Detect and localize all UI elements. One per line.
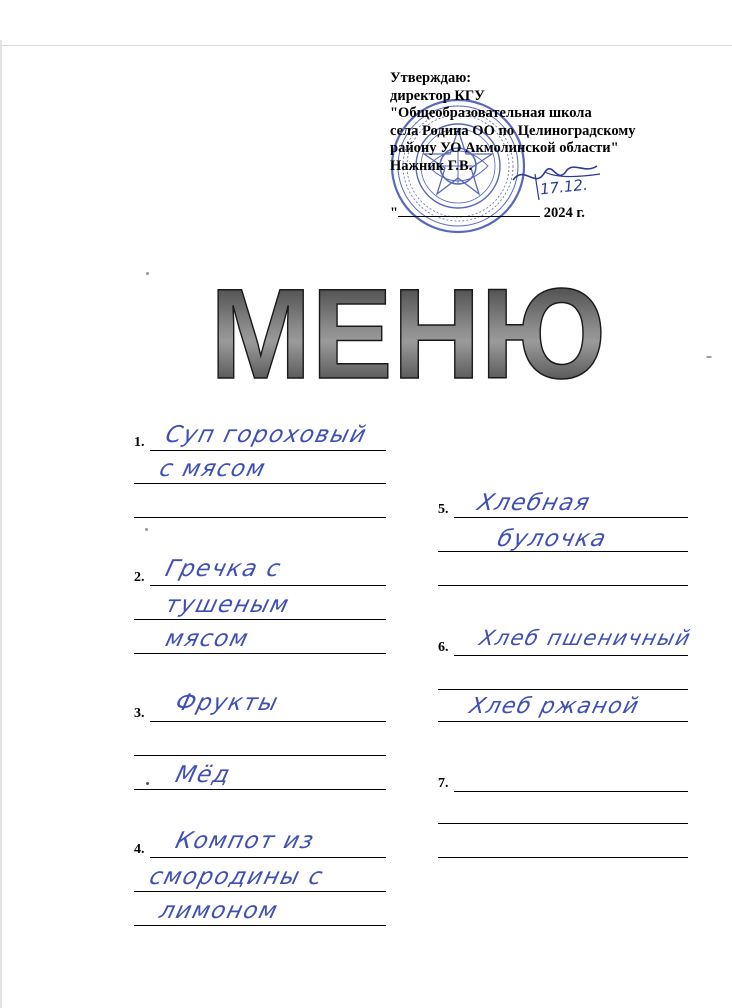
item-text: Гречка с (162, 556, 285, 582)
approval-heading: Утверждаю: (390, 70, 472, 86)
approval-position: директор КГУ (390, 87, 485, 104)
item-line (150, 857, 386, 858)
approval-director-name: Нажник Г.В. (390, 157, 473, 174)
item-line (134, 619, 386, 620)
item-line (438, 585, 688, 586)
item-text: булочка (494, 526, 610, 552)
item-line (150, 585, 386, 586)
menu-title (208, 278, 608, 388)
scan-speck (145, 528, 148, 531)
approval-org-line1: "Общеобразовательная школа (390, 105, 592, 122)
date-prefix: " (390, 205, 399, 221)
scan-speck (706, 356, 712, 358)
approval-date (390, 204, 585, 222)
approval-org-line3: району УО Акмолинской области" (390, 140, 619, 157)
item-text: Мёд (172, 762, 234, 788)
item-number-5: 5. (438, 502, 449, 517)
item-line (438, 857, 688, 858)
scan-speck (146, 272, 149, 275)
scan-speck (146, 782, 149, 785)
item-number-4: 4. (134, 842, 145, 857)
menu-title-text: МЕНЮ (210, 278, 606, 388)
item-line (134, 517, 386, 518)
item-number-6: 6. (438, 640, 449, 655)
item-line (134, 891, 386, 892)
item-number-7: 7. (438, 776, 449, 791)
item-text: Хлеб ржаной (466, 694, 643, 719)
item-text: Фрукты (172, 690, 282, 716)
approval-org-line2: села Родина ОО по Целиноградскому (390, 122, 636, 139)
item-line (438, 721, 688, 722)
item-line (438, 823, 688, 824)
item-text: тушеным (162, 592, 293, 618)
item-line (150, 721, 386, 722)
item-number-2: 2. (134, 570, 145, 585)
item-number-3: 3. (134, 706, 145, 721)
item-text: Компот из (172, 828, 318, 854)
item-line (454, 791, 688, 792)
date-suffix: 2024 г. (540, 205, 585, 221)
item-line (134, 755, 386, 756)
item-text: с мясом (156, 456, 269, 482)
scan-edge-left (0, 40, 2, 1008)
item-line (454, 655, 688, 656)
item-text: Хлеб пшеничный (477, 626, 694, 650)
item-line (454, 517, 688, 518)
item-text: мясом (162, 626, 253, 652)
item-text: смородины с (146, 864, 327, 890)
item-line (150, 450, 386, 451)
item-line (134, 483, 386, 484)
item-text: лимоном (156, 898, 282, 924)
item-line (134, 789, 386, 790)
item-line (134, 925, 386, 926)
item-line (438, 689, 688, 690)
date-blank (398, 204, 540, 217)
item-line (134, 653, 386, 654)
signature-date: 17.12. (539, 175, 589, 199)
item-text: Хлебная (474, 490, 594, 516)
item-text: Суп гороховый (162, 422, 370, 448)
scan-edge-top (0, 45, 732, 46)
item-number-1: 1. (134, 435, 145, 450)
